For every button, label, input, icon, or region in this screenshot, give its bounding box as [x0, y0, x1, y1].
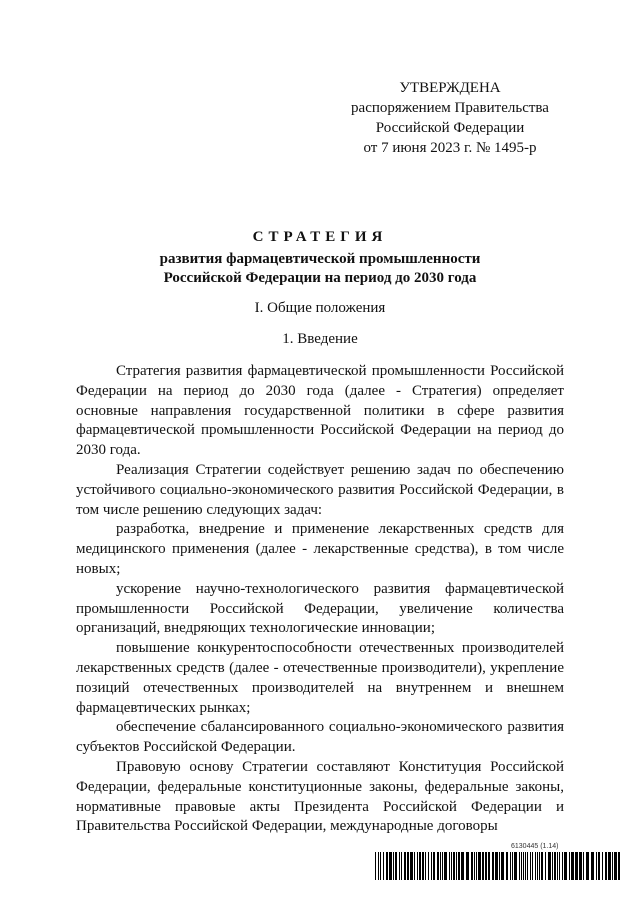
- paragraph: повышение конкурентоспособности отечественных производителей лекарственных средств (далее - отечественные производители), укрепление позиций отечественных производителей на внутреннем и внешнем фармацевтических рынках;: [76, 640, 564, 716]
- document-title: СТРАТЕГИЯ: [252, 229, 388, 245]
- section-heading: I. Общие положения: [254, 300, 386, 316]
- paragraph: разработка, внедрение и применение лекарственных средств для медицинского применения (далее - лекарственные средства), в том числе новых;: [76, 521, 564, 577]
- approval-label: УТВЕРЖДЕНА: [399, 80, 501, 96]
- subtitle-line-2: Российской Федерации на период до 2030 года: [163, 270, 477, 286]
- approval-decree: распоряжением Правительства: [351, 100, 549, 116]
- approval-date-number: от 7 июня 2023 г. № 1495-р: [363, 140, 537, 156]
- body-text: [76, 362, 564, 837]
- document-code: 6130445 (1.14): [511, 843, 559, 850]
- subsection-heading: 1. Введение: [282, 331, 358, 347]
- paragraph: ускорение научно-технологического развития фармацевтической промышленности Российской Федерации, увеличение количества организаций, внедряющих технологические инновации;: [76, 580, 564, 637]
- paragraph: обеспечение сбалансированного социально-экономического развития субъектов Российской Федерации.: [76, 719, 564, 756]
- barcode-image: [375, 852, 620, 880]
- approval-block: [340, 78, 560, 158]
- paragraph: Реализация Стратегии содействует решению задач по обеспечению устойчивого социально-экономического развития Российской Федерации, в том числе решению следующих задач:: [76, 461, 564, 518]
- approval-authority: Российской Федерации: [375, 120, 525, 136]
- paragraph: Правовую основу Стратегии составляют Конституция Российской Федерации, федеральные конституционные законы, федеральные законы, нормативные правовые акты Президента Российской Федерации и Правительства Российской Федерации, международные договоры: [76, 758, 564, 835]
- document-subtitle: [0, 250, 640, 288]
- subtitle-line-1: развития фармацевтической промышленности: [159, 251, 481, 267]
- paragraph: Стратегия развития фармацевтической промышленности Российской Федерации на период до 2030 года (далее - Стратегия) определяет основные направления государственной политики в сфере развития фармацевтической промышленности Российской Федерации на период до 2030 года.: [76, 363, 564, 459]
